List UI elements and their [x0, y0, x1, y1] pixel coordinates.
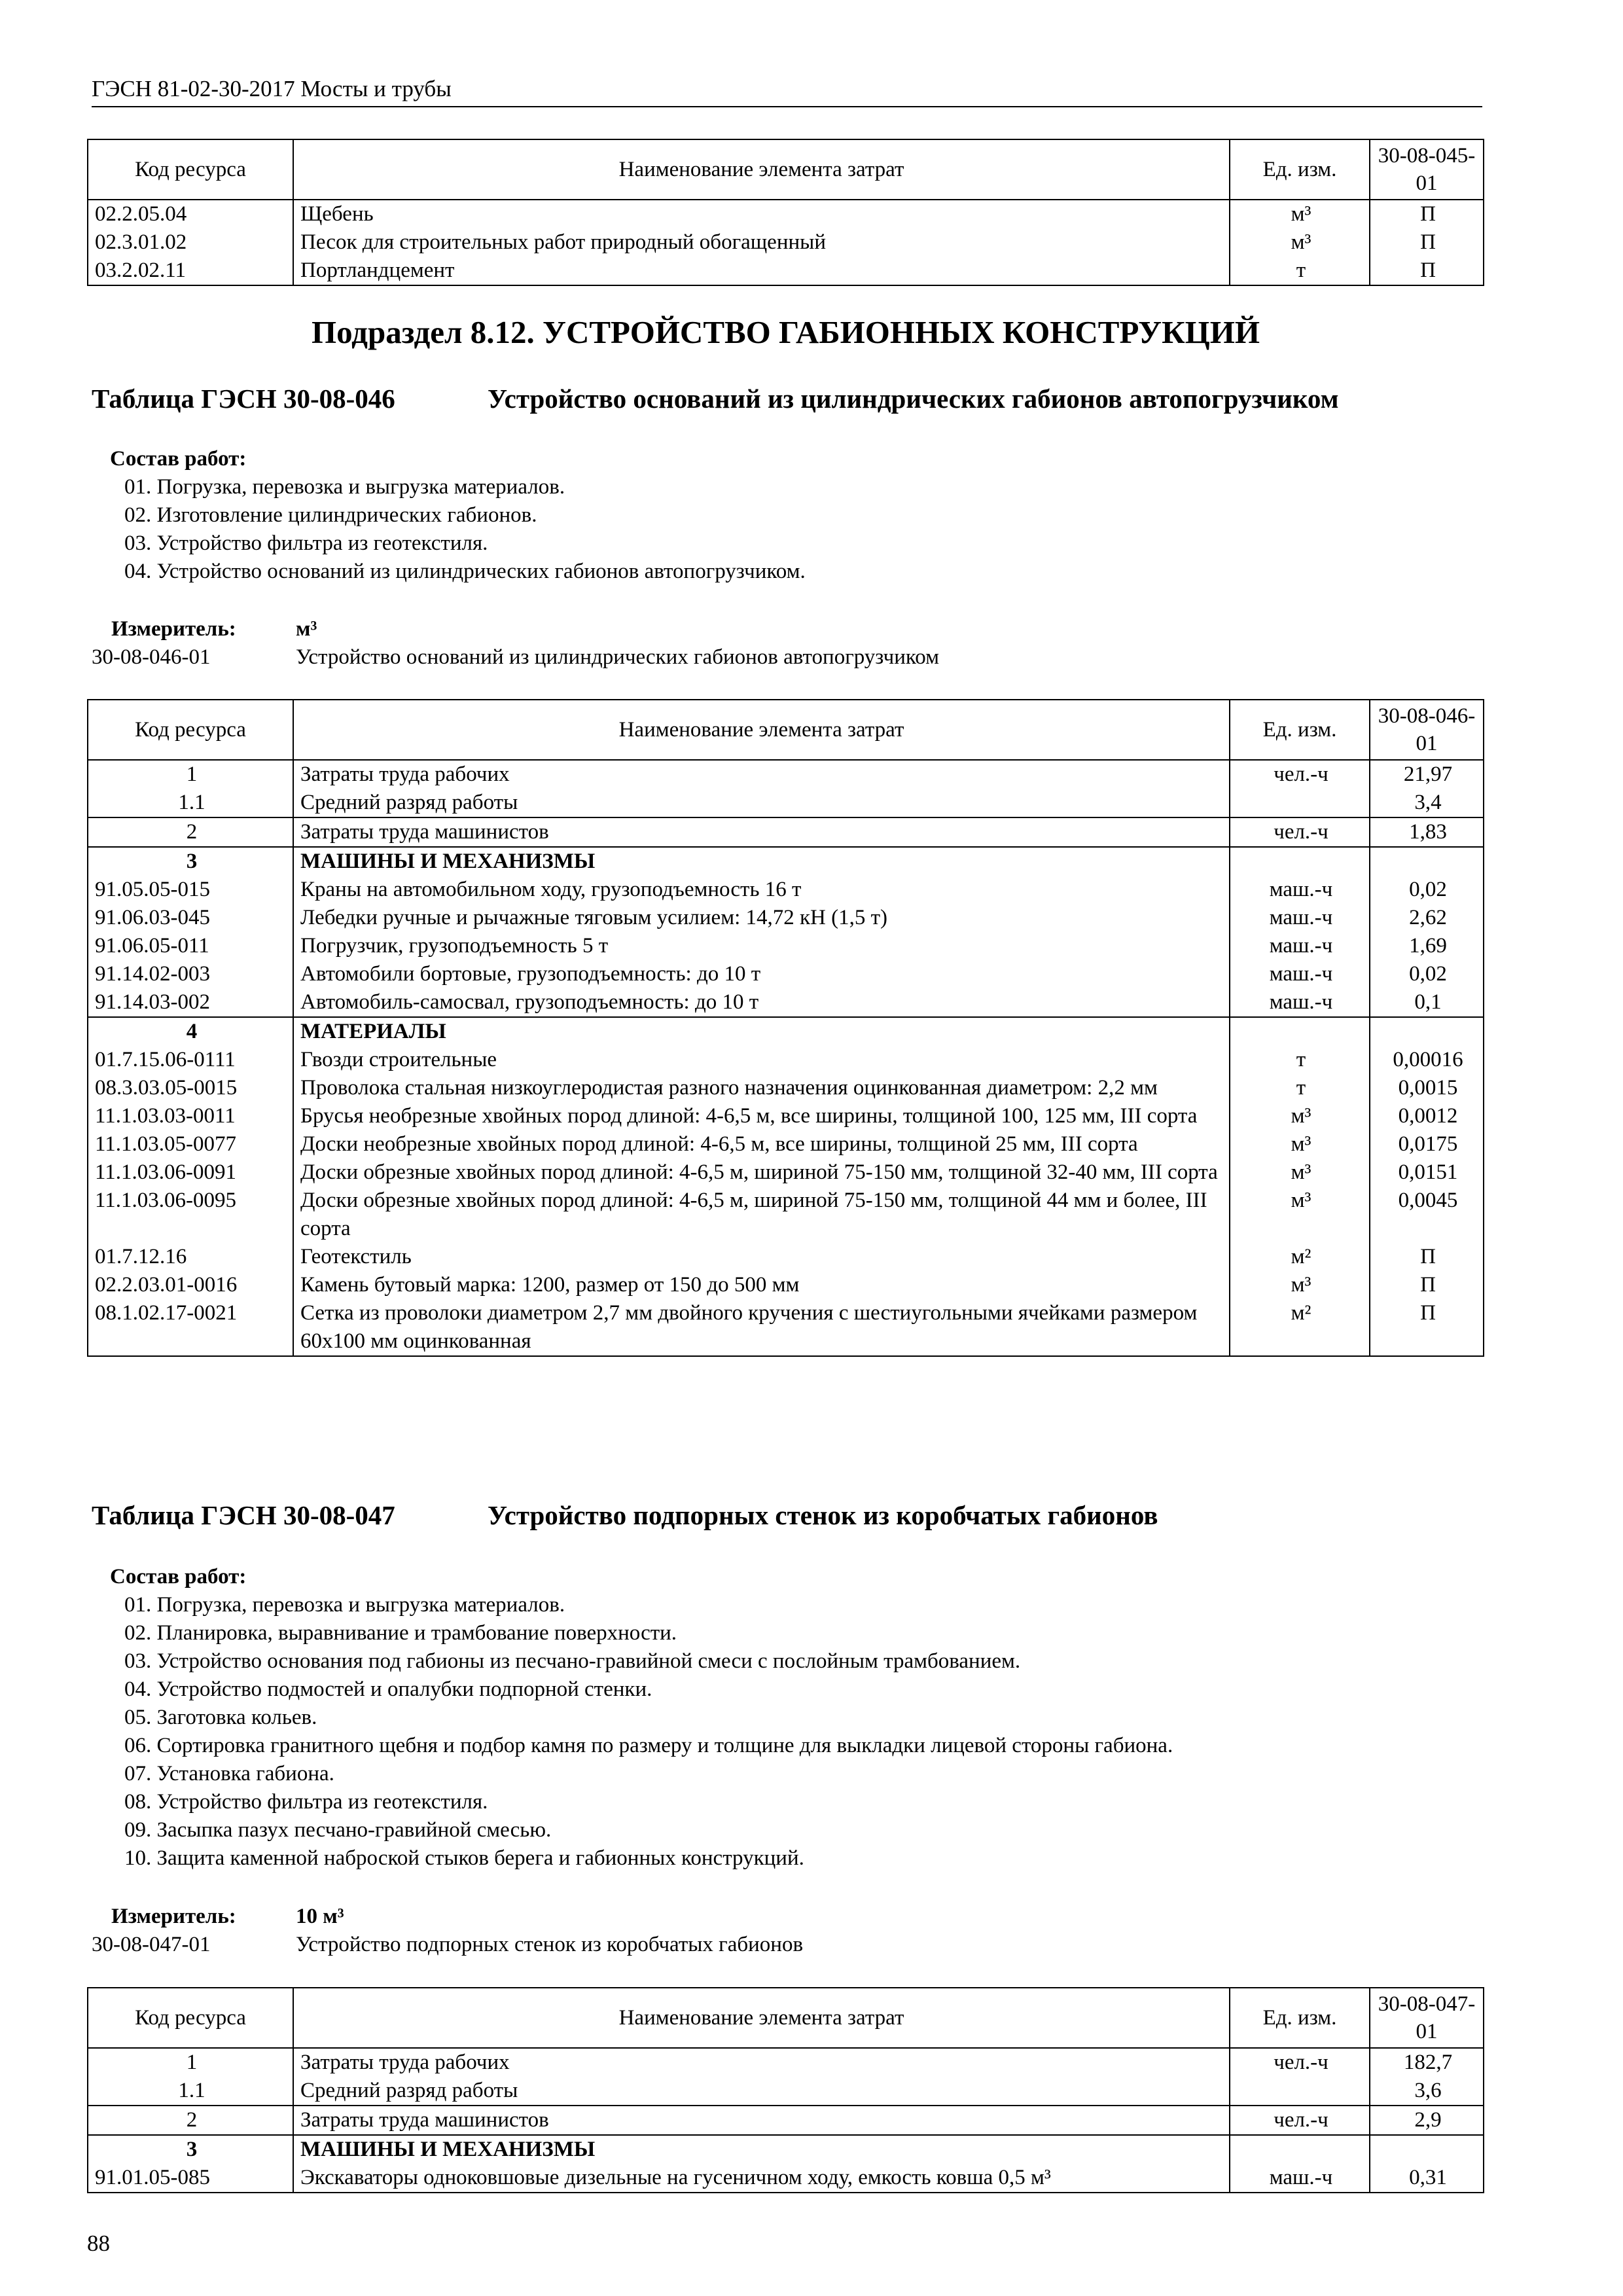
works-label: Состав работ:	[110, 447, 247, 471]
table-row	[88, 2135, 1484, 2164]
cell-name: Затраты труда машинистов	[293, 2106, 1230, 2135]
table-caption: Устройство подпорных стенок из коробчатых габионов	[488, 1500, 1158, 1530]
works-item: 02. Изготовление цилиндрических габионов.	[124, 503, 537, 527]
cell-value: 2,9	[1370, 2106, 1484, 2135]
cell-unit: м³	[1230, 1187, 1370, 1243]
cell-unit: маш.-ч	[1230, 904, 1370, 932]
cell-value: П	[1370, 1243, 1484, 1271]
cell-code: 91.01.05-085	[88, 2164, 293, 2193]
table-row	[88, 904, 1484, 932]
cell-value: 0,02	[1370, 960, 1484, 988]
cell-unit: м³	[1230, 1102, 1370, 1130]
works-item: 07. Установка габиона.	[124, 1762, 334, 1785]
works-item: 03. Устройство основания под габионы из песчано-гравийной смеси с послойным трамбованием.	[124, 1649, 1021, 1673]
table-row	[88, 847, 1484, 876]
resource-table-30-08-046	[87, 699, 1484, 1357]
resource-table-30-08-047	[87, 1987, 1484, 2193]
col-header-unit: Ед. изм.	[1230, 139, 1370, 200]
subsection-title: Подраздел 8.12. УСТРОЙСТВО ГАБИОННЫХ КОНСТРУКЦИЙ	[311, 314, 1260, 350]
cell-name: Портландцемент	[293, 257, 1230, 285]
works-list-30-08-047	[110, 1563, 1173, 1873]
cell-value: 0,00016	[1370, 1046, 1484, 1074]
cell-name: Доски обрезные хвойных пород длиной: 4-6,5 м, шириной 75-150 мм, толщиной 32-40 мм, III сорта	[293, 1158, 1230, 1187]
cell-code: 11.1.03.05-0077	[88, 1130, 293, 1158]
cell-code: 2	[88, 2106, 293, 2135]
col-header-value: 30-08-046-01	[1370, 700, 1484, 760]
cell-unit: т	[1230, 257, 1370, 285]
cell-value: П	[1370, 200, 1484, 228]
cell-code: 1	[88, 2048, 293, 2077]
works-item: 10. Защита каменной наброской стыков берега и габионных конструкций.	[124, 1846, 804, 1870]
cell-unit: м³	[1230, 228, 1370, 257]
cell-code: 11.1.03.06-0095	[88, 1187, 293, 1243]
table-row	[88, 932, 1484, 960]
table-row	[88, 1158, 1484, 1187]
meter-30-08-046	[92, 615, 1466, 672]
cell-name: Затраты труда рабочих	[293, 760, 1230, 789]
cell-value	[1370, 847, 1484, 876]
cell-value: 0,0045	[1370, 1187, 1484, 1243]
cell-unit: т	[1230, 1074, 1370, 1102]
works-item: 04. Устройство подмостей и опалубки подпорной стенки.	[124, 1677, 652, 1701]
table-row	[88, 876, 1484, 904]
cell-code: 1.1	[88, 2077, 293, 2106]
cell-unit: чел.-ч	[1230, 817, 1370, 847]
cell-name: Средний разряд работы	[293, 789, 1230, 817]
col-header-name: Наименование элемента затрат	[293, 139, 1230, 200]
works-item: 05. Заготовка кольев.	[124, 1706, 317, 1729]
cell-code: 91.14.03-002	[88, 988, 293, 1017]
table-title-30-08-046	[92, 382, 1492, 416]
cell-value: П	[1370, 257, 1484, 285]
cell-value	[1370, 1017, 1484, 1046]
cell-unit: маш.-ч	[1230, 960, 1370, 988]
col-header-unit: Ед. изм.	[1230, 1988, 1370, 2048]
cell-value: П	[1370, 228, 1484, 257]
cell-code: 03.2.02.11	[88, 257, 293, 285]
table-row	[88, 1187, 1484, 1243]
meter-30-08-047	[92, 1903, 1466, 1959]
col-header-code: Код ресурса	[88, 139, 293, 200]
cell-code: 11.1.03.06-0091	[88, 1158, 293, 1187]
cell-name: Затраты труда машинистов	[293, 817, 1230, 847]
cell-unit: маш.-ч	[1230, 988, 1370, 1017]
cell-value: 0,0175	[1370, 1130, 1484, 1158]
table-row	[88, 257, 1484, 285]
cell-unit	[1230, 1017, 1370, 1046]
cell-code: 2	[88, 817, 293, 847]
meter-unit: 10 м³	[296, 1905, 344, 1928]
cell-value: 0,0151	[1370, 1158, 1484, 1187]
cell-unit	[1230, 847, 1370, 876]
cell-value: 0,0015	[1370, 1074, 1484, 1102]
item-code: 30-08-046-01	[92, 645, 211, 669]
cell-code: 4	[88, 1017, 293, 1046]
table-number: Таблица ГЭСН 30-08-046	[92, 384, 395, 414]
cell-code: 01.7.12.16	[88, 1243, 293, 1271]
cell-unit: м²	[1230, 1243, 1370, 1271]
cell-unit	[1230, 789, 1370, 817]
table-row	[88, 2077, 1484, 2106]
col-header-name: Наименование элемента затрат	[293, 1988, 1230, 2048]
cell-code: 02.2.03.01-0016	[88, 1271, 293, 1299]
cell-name: Лебедки ручные и рычажные тяговым усилием: 14,72 кН (1,5 т)	[293, 904, 1230, 932]
works-item: 03. Устройство фильтра из геотекстиля.	[124, 531, 488, 555]
col-header-name: Наименование элемента затрат	[293, 700, 1230, 760]
table-number: Таблица ГЭСН 30-08-047	[92, 1500, 395, 1530]
cell-code: 02.2.05.04	[88, 200, 293, 228]
cell-name: Сетка из проволоки диаметром 2,7 мм двойного кручения с шестиугольными ячейками размером 60х100 мм оцинкованная	[293, 1299, 1230, 1356]
col-header-code: Код ресурса	[88, 1988, 293, 2048]
table-row	[88, 1299, 1484, 1356]
table-row	[88, 988, 1484, 1017]
cell-unit: м³	[1230, 1130, 1370, 1158]
cell-unit: чел.-ч	[1230, 2048, 1370, 2077]
cell-name: МАШИНЫ И МЕХАНИЗМЫ	[293, 847, 1230, 876]
cell-unit: маш.-ч	[1230, 932, 1370, 960]
table-row	[88, 760, 1484, 789]
cell-name: Экскаваторы одноковшовые дизельные на гусеничном ходу, емкость ковша 0,5 м³	[293, 2164, 1230, 2193]
cell-value: 0,02	[1370, 876, 1484, 904]
cell-name: Краны на автомобильном ходу, грузоподъемность 16 т	[293, 876, 1230, 904]
cell-unit: маш.-ч	[1230, 2164, 1370, 2193]
cell-value: 0,1	[1370, 988, 1484, 1017]
works-list-30-08-046	[110, 445, 806, 586]
works-item: 01. Погрузка, перевозка и выгрузка материалов.	[124, 1593, 565, 1617]
col-header-unit: Ед. изм.	[1230, 700, 1370, 760]
works-label: Состав работ:	[110, 1565, 247, 1588]
cell-unit: маш.-ч	[1230, 876, 1370, 904]
works-item: 02. Планировка, выравнивание и трамбование поверхности.	[124, 1621, 677, 1645]
table-row	[88, 960, 1484, 988]
cell-value: 3,6	[1370, 2077, 1484, 2106]
table-row	[88, 1074, 1484, 1102]
cell-code: 91.06.05-011	[88, 932, 293, 960]
cell-name: Автомобили бортовые, грузоподъемность: до 10 т	[293, 960, 1230, 988]
cell-name: Щебень	[293, 200, 1230, 228]
table-row	[88, 789, 1484, 817]
table-row	[88, 200, 1484, 228]
table-row	[88, 1271, 1484, 1299]
resource-table-30-08-045	[87, 139, 1484, 286]
table-caption: Устройство оснований из цилиндрических габионов автопогрузчиком	[488, 384, 1339, 414]
cell-value: П	[1370, 1299, 1484, 1356]
cell-unit	[1230, 2135, 1370, 2164]
table-row	[88, 1046, 1484, 1074]
cell-name: Песок для строительных работ природный обогащенный	[293, 228, 1230, 257]
cell-name: Геотекстиль	[293, 1243, 1230, 1271]
table-row	[88, 1017, 1484, 1046]
page-number: 88	[87, 2231, 110, 2256]
meter-label: Измеритель:	[111, 1905, 236, 1928]
meter-label: Измеритель:	[111, 617, 236, 641]
cell-name: Камень бутовый марка: 1200, размер от 150 до 500 мм	[293, 1271, 1230, 1299]
cell-unit	[1230, 2077, 1370, 2106]
cell-code: 3	[88, 2135, 293, 2164]
col-header-value: 30-08-045-01	[1370, 139, 1484, 200]
cell-unit: м³	[1230, 200, 1370, 228]
running-header: ГЭСН 81-02-30-2017 Мосты и трубы	[92, 73, 1482, 107]
cell-code: 02.3.01.02	[88, 228, 293, 257]
table-title-30-08-047	[92, 1498, 1492, 1532]
cell-name: Автомобиль-самосвал, грузоподъемность: до 10 т	[293, 988, 1230, 1017]
works-item: 04. Устройство оснований из цилиндрических габионов автопогрузчиком.	[124, 560, 806, 583]
cell-name: Гвозди строительные	[293, 1046, 1230, 1074]
cell-name: Средний разряд работы	[293, 2077, 1230, 2106]
cell-code: 91.14.02-003	[88, 960, 293, 988]
table-row	[88, 1243, 1484, 1271]
cell-name: Доски обрезные хвойных пород длиной: 4-6,5 м, шириной 75-150 мм, толщиной 44 мм и более, III сорта	[293, 1187, 1230, 1243]
cell-value: 182,7	[1370, 2048, 1484, 2077]
cell-code: 08.3.03.05-0015	[88, 1074, 293, 1102]
cell-unit: т	[1230, 1046, 1370, 1074]
cell-name: Проволока стальная низкоуглеродистая разного назначения оцинкованная диаметром: 2,2 мм	[293, 1074, 1230, 1102]
cell-value: 1,83	[1370, 817, 1484, 847]
cell-value: 21,97	[1370, 760, 1484, 789]
cell-code: 3	[88, 847, 293, 876]
cell-value	[1370, 2135, 1484, 2164]
cell-code: 1.1	[88, 789, 293, 817]
col-header-code: Код ресурса	[88, 700, 293, 760]
cell-code: 91.05.05-015	[88, 876, 293, 904]
cell-value: 2,62	[1370, 904, 1484, 932]
works-item: 09. Засыпка пазух песчано-гравийной смесью.	[124, 1818, 552, 1842]
cell-unit: м³	[1230, 1158, 1370, 1187]
cell-name: МАТЕРИАЛЫ	[293, 1017, 1230, 1046]
cell-code: 01.7.15.06-0111	[88, 1046, 293, 1074]
cell-value: 0,31	[1370, 2164, 1484, 2193]
cell-code: 91.06.03-045	[88, 904, 293, 932]
cell-code: 1	[88, 760, 293, 789]
table-row	[88, 817, 1484, 847]
cell-code: 11.1.03.03-0011	[88, 1102, 293, 1130]
item-name: Устройство подпорных стенок из коробчатых габионов	[296, 1933, 804, 1956]
cell-name: Погрузчик, грузоподъемность 5 т	[293, 932, 1230, 960]
table-row	[88, 2164, 1484, 2193]
item-code: 30-08-047-01	[92, 1933, 211, 1956]
works-item: 01. Погрузка, перевозка и выгрузка материалов.	[124, 475, 565, 499]
table-row	[88, 1130, 1484, 1158]
cell-name: Затраты труда рабочих	[293, 2048, 1230, 2077]
cell-name: МАШИНЫ И МЕХАНИЗМЫ	[293, 2135, 1230, 2164]
cell-name: Доски необрезные хвойных пород длиной: 4-6,5 м, все ширины, толщиной 25 мм, III сорта	[293, 1130, 1230, 1158]
works-item: 08. Устройство фильтра из геотекстиля.	[124, 1790, 488, 1814]
cell-code: 08.1.02.17-0021	[88, 1299, 293, 1356]
cell-unit: чел.-ч	[1230, 760, 1370, 789]
table-row	[88, 2048, 1484, 2077]
cell-value: П	[1370, 1271, 1484, 1299]
cell-value: 3,4	[1370, 789, 1484, 817]
cell-unit: м²	[1230, 1299, 1370, 1356]
meter-unit: м³	[296, 617, 317, 641]
cell-unit: чел.-ч	[1230, 2106, 1370, 2135]
table-row	[88, 228, 1484, 257]
cell-value: 1,69	[1370, 932, 1484, 960]
table-row	[88, 2106, 1484, 2135]
item-name: Устройство оснований из цилиндрических габионов автопогрузчиком	[296, 645, 940, 669]
col-header-value: 30-08-047-01	[1370, 1988, 1484, 2048]
table-row	[88, 1102, 1484, 1130]
cell-name: Брусья необрезные хвойных пород длиной: 4-6,5 м, все ширины, толщиной 100, 125 мм, III сорта	[293, 1102, 1230, 1130]
cell-unit: м³	[1230, 1271, 1370, 1299]
works-item: 06. Сортировка гранитного щебня и подбор камня по размеру и толщине для выкладки лицевой стороны габиона.	[124, 1734, 1173, 1757]
cell-value: 0,0012	[1370, 1102, 1484, 1130]
